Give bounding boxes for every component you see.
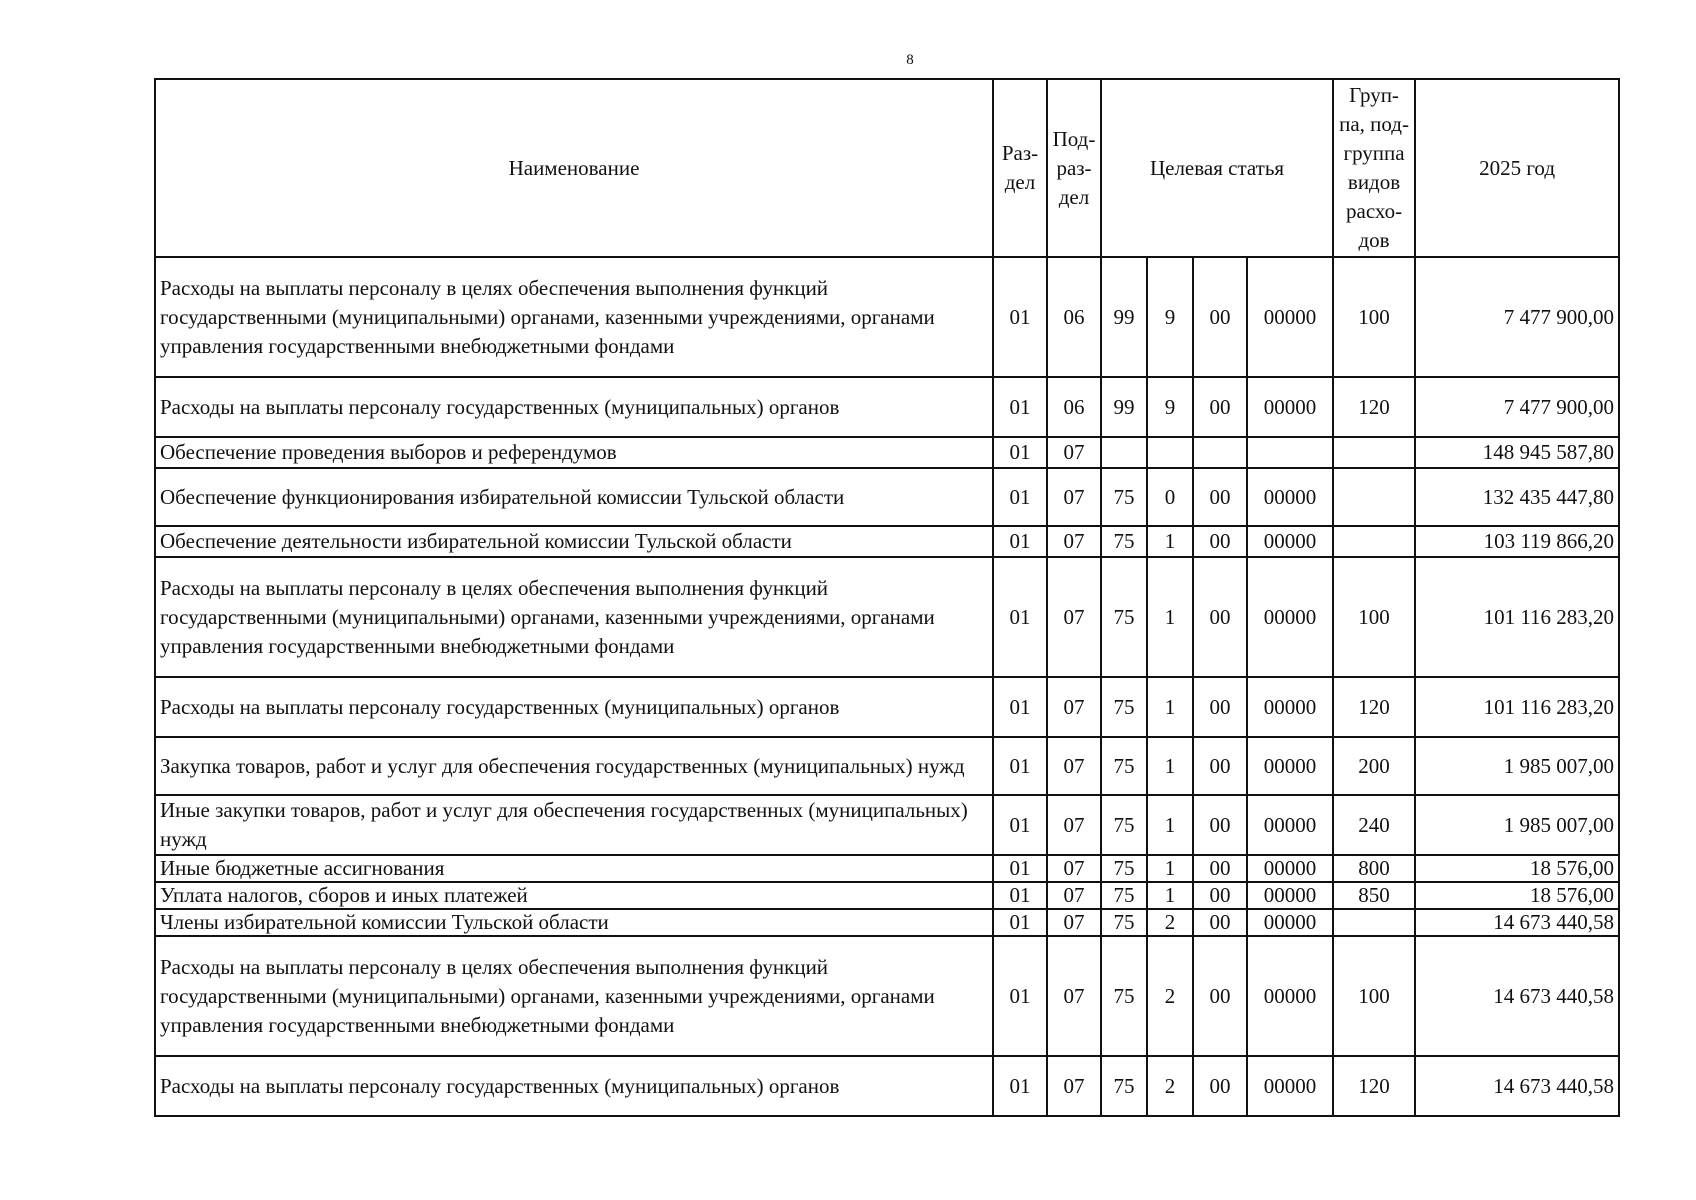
row-cs1: 75 — [1101, 909, 1147, 936]
row-razdel: 01 — [993, 468, 1047, 526]
row-name: Члены избирательной комиссии Тульской области — [155, 909, 993, 936]
table-row — [155, 557, 1619, 677]
row-gruppa — [1333, 909, 1415, 936]
row-cs3: 00 — [1193, 909, 1247, 936]
table-row — [155, 737, 1619, 795]
table-row — [155, 936, 1619, 1056]
row-name: Расходы на выплаты персоналу в целях обеспечения выполнения функций государственными (муниципальными) органами, казенными учреждениями, органами управления государственными внебюджетными фондами — [155, 557, 993, 677]
row-amount: 14 673 440,58 — [1415, 1056, 1619, 1116]
row-cs2: 2 — [1147, 909, 1193, 936]
row-razdel: 01 — [993, 909, 1047, 936]
row-name: Закупка товаров, работ и услуг для обеспечения государственных (муниципальных) нужд — [155, 737, 993, 795]
row-cs3: 00 — [1193, 257, 1247, 377]
row-podrazdel: 07 — [1047, 909, 1101, 936]
row-cs2: 1 — [1147, 526, 1193, 557]
row-gruppa: 120 — [1333, 1056, 1415, 1116]
row-gruppa — [1333, 526, 1415, 557]
row-amount: 148 945 587,80 — [1415, 437, 1619, 468]
row-cs4: 00000 — [1247, 677, 1333, 737]
row-amount: 1 985 007,00 — [1415, 737, 1619, 795]
row-podrazdel: 06 — [1047, 257, 1101, 377]
row-cs4: 00000 — [1247, 909, 1333, 936]
row-cs3 — [1193, 437, 1247, 468]
page-number: 8 — [906, 52, 914, 68]
row-cs1: 75 — [1101, 936, 1147, 1056]
row-cs3: 00 — [1193, 377, 1247, 437]
row-cs1: 75 — [1101, 737, 1147, 795]
table-row — [155, 882, 1619, 909]
row-podrazdel: 07 — [1047, 437, 1101, 468]
row-cs4: 00000 — [1247, 737, 1333, 795]
row-podrazdel: 07 — [1047, 1056, 1101, 1116]
row-razdel: 01 — [993, 677, 1047, 737]
row-podrazdel: 07 — [1047, 855, 1101, 882]
row-gruppa: 100 — [1333, 936, 1415, 1056]
row-cs4: 00000 — [1247, 526, 1333, 557]
row-cs1: 99 — [1101, 257, 1147, 377]
row-podrazdel: 07 — [1047, 795, 1101, 855]
row-cs2 — [1147, 437, 1193, 468]
row-razdel: 01 — [993, 257, 1047, 377]
row-podrazdel: 07 — [1047, 557, 1101, 677]
row-name: Обеспечение деятельности избирательной комиссии Тульской области — [155, 526, 993, 557]
row-podrazdel: 07 — [1047, 526, 1101, 557]
row-cs1: 75 — [1101, 795, 1147, 855]
header-podrazdel: Под- раз- дел — [1047, 79, 1101, 257]
row-razdel: 01 — [993, 795, 1047, 855]
row-cs4: 00000 — [1247, 1056, 1333, 1116]
row-cs4: 00000 — [1247, 557, 1333, 677]
row-name: Иные закупки товаров, работ и услуг для обеспечения государственных (муниципальных) нужд — [155, 795, 993, 855]
row-name: Расходы на выплаты персоналу государственных (муниципальных) органов — [155, 377, 993, 437]
row-razdel: 01 — [993, 855, 1047, 882]
header-gruppa: Груп- па, под- группа видов расхо- дов — [1333, 79, 1415, 257]
row-cs4: 00000 — [1247, 468, 1333, 526]
row-name: Расходы на выплаты персоналу государственных (муниципальных) органов — [155, 677, 993, 737]
row-gruppa: 100 — [1333, 257, 1415, 377]
row-amount: 18 576,00 — [1415, 855, 1619, 882]
table-row — [155, 909, 1619, 936]
row-cs1: 75 — [1101, 1056, 1147, 1116]
row-cs2: 1 — [1147, 737, 1193, 795]
row-amount: 7 477 900,00 — [1415, 257, 1619, 377]
table-row — [155, 526, 1619, 557]
row-razdel: 01 — [993, 557, 1047, 677]
table-row — [155, 855, 1619, 882]
row-name: Обеспечение функционирования избирательной комиссии Тульской области — [155, 468, 993, 526]
row-cs1: 75 — [1101, 526, 1147, 557]
row-razdel: 01 — [993, 437, 1047, 468]
row-razdel: 01 — [993, 737, 1047, 795]
row-cs3: 00 — [1193, 936, 1247, 1056]
row-gruppa — [1333, 468, 1415, 526]
row-cs4: 00000 — [1247, 882, 1333, 909]
row-cs1: 75 — [1101, 855, 1147, 882]
header-name: Наименование — [155, 79, 993, 257]
row-cs2: 9 — [1147, 377, 1193, 437]
row-cs3: 00 — [1193, 882, 1247, 909]
row-razdel: 01 — [993, 882, 1047, 909]
table-row — [155, 1056, 1619, 1116]
row-podrazdel: 07 — [1047, 882, 1101, 909]
row-name: Уплата налогов, сборов и иных платежей — [155, 882, 993, 909]
row-cs2: 2 — [1147, 1056, 1193, 1116]
row-cs2: 2 — [1147, 936, 1193, 1056]
row-cs3: 00 — [1193, 795, 1247, 855]
row-cs3: 00 — [1193, 677, 1247, 737]
row-cs1: 75 — [1101, 882, 1147, 909]
row-name: Обеспечение проведения выборов и референдумов — [155, 437, 993, 468]
row-cs3: 00 — [1193, 557, 1247, 677]
row-gruppa: 200 — [1333, 737, 1415, 795]
row-cs4: 00000 — [1247, 936, 1333, 1056]
row-cs3: 00 — [1193, 737, 1247, 795]
row-amount: 1 985 007,00 — [1415, 795, 1619, 855]
row-cs1: 75 — [1101, 557, 1147, 677]
row-cs1: 75 — [1101, 677, 1147, 737]
row-cs2: 1 — [1147, 795, 1193, 855]
row-podrazdel: 07 — [1047, 677, 1101, 737]
row-podrazdel: 07 — [1047, 468, 1101, 526]
row-amount: 14 673 440,58 — [1415, 936, 1619, 1056]
row-gruppa: 800 — [1333, 855, 1415, 882]
budget-table — [154, 78, 1620, 1117]
row-cs3: 00 — [1193, 1056, 1247, 1116]
header-year: 2025 год — [1415, 79, 1619, 257]
row-amount: 101 116 283,20 — [1415, 557, 1619, 677]
row-cs4: 00000 — [1247, 855, 1333, 882]
row-cs4: 00000 — [1247, 795, 1333, 855]
row-cs2: 9 — [1147, 257, 1193, 377]
table-row — [155, 795, 1619, 855]
table-row — [155, 257, 1619, 377]
row-gruppa: 120 — [1333, 377, 1415, 437]
row-gruppa: 100 — [1333, 557, 1415, 677]
row-amount: 18 576,00 — [1415, 882, 1619, 909]
table-row — [155, 437, 1619, 468]
row-cs1: 99 — [1101, 377, 1147, 437]
row-cs4 — [1247, 437, 1333, 468]
row-cs2: 1 — [1147, 855, 1193, 882]
row-cs2: 0 — [1147, 468, 1193, 526]
row-cs3: 00 — [1193, 526, 1247, 557]
row-razdel: 01 — [993, 936, 1047, 1056]
row-name: Расходы на выплаты персоналу в целях обеспечения выполнения функций государственными (муниципальными) органами, казенными учреждениями, органами управления государственными внебюджетными фондами — [155, 936, 993, 1056]
row-name: Расходы на выплаты персоналу государственных (муниципальных) органов — [155, 1056, 993, 1116]
header-celevaya-statya: Целевая статья — [1101, 79, 1333, 257]
row-gruppa — [1333, 437, 1415, 468]
row-cs1 — [1101, 437, 1147, 468]
row-name: Иные бюджетные ассигнования — [155, 855, 993, 882]
row-cs2: 1 — [1147, 557, 1193, 677]
row-amount: 7 477 900,00 — [1415, 377, 1619, 437]
row-razdel: 01 — [993, 526, 1047, 557]
row-podrazdel: 06 — [1047, 377, 1101, 437]
row-amount: 103 119 866,20 — [1415, 526, 1619, 557]
row-cs3: 00 — [1193, 468, 1247, 526]
row-razdel: 01 — [993, 1056, 1047, 1116]
row-gruppa: 120 — [1333, 677, 1415, 737]
table-header-row — [155, 79, 1619, 257]
row-podrazdel: 07 — [1047, 737, 1101, 795]
row-cs1: 75 — [1101, 468, 1147, 526]
row-name: Расходы на выплаты персоналу в целях обеспечения выполнения функций государственными (муниципальными) органами, казенными учреждениями, органами управления государственными внебюджетными фондами — [155, 257, 993, 377]
row-amount: 14 673 440,58 — [1415, 909, 1619, 936]
table-row — [155, 377, 1619, 437]
table-row — [155, 468, 1619, 526]
row-cs4: 00000 — [1247, 257, 1333, 377]
table-row — [155, 677, 1619, 737]
row-amount: 132 435 447,80 — [1415, 468, 1619, 526]
row-razdel: 01 — [993, 377, 1047, 437]
row-gruppa: 240 — [1333, 795, 1415, 855]
row-cs2: 1 — [1147, 677, 1193, 737]
row-amount: 101 116 283,20 — [1415, 677, 1619, 737]
row-podrazdel: 07 — [1047, 936, 1101, 1056]
row-cs4: 00000 — [1247, 377, 1333, 437]
row-cs3: 00 — [1193, 855, 1247, 882]
row-gruppa: 850 — [1333, 882, 1415, 909]
header-razdel: Раз- дел — [993, 79, 1047, 257]
row-cs2: 1 — [1147, 882, 1193, 909]
